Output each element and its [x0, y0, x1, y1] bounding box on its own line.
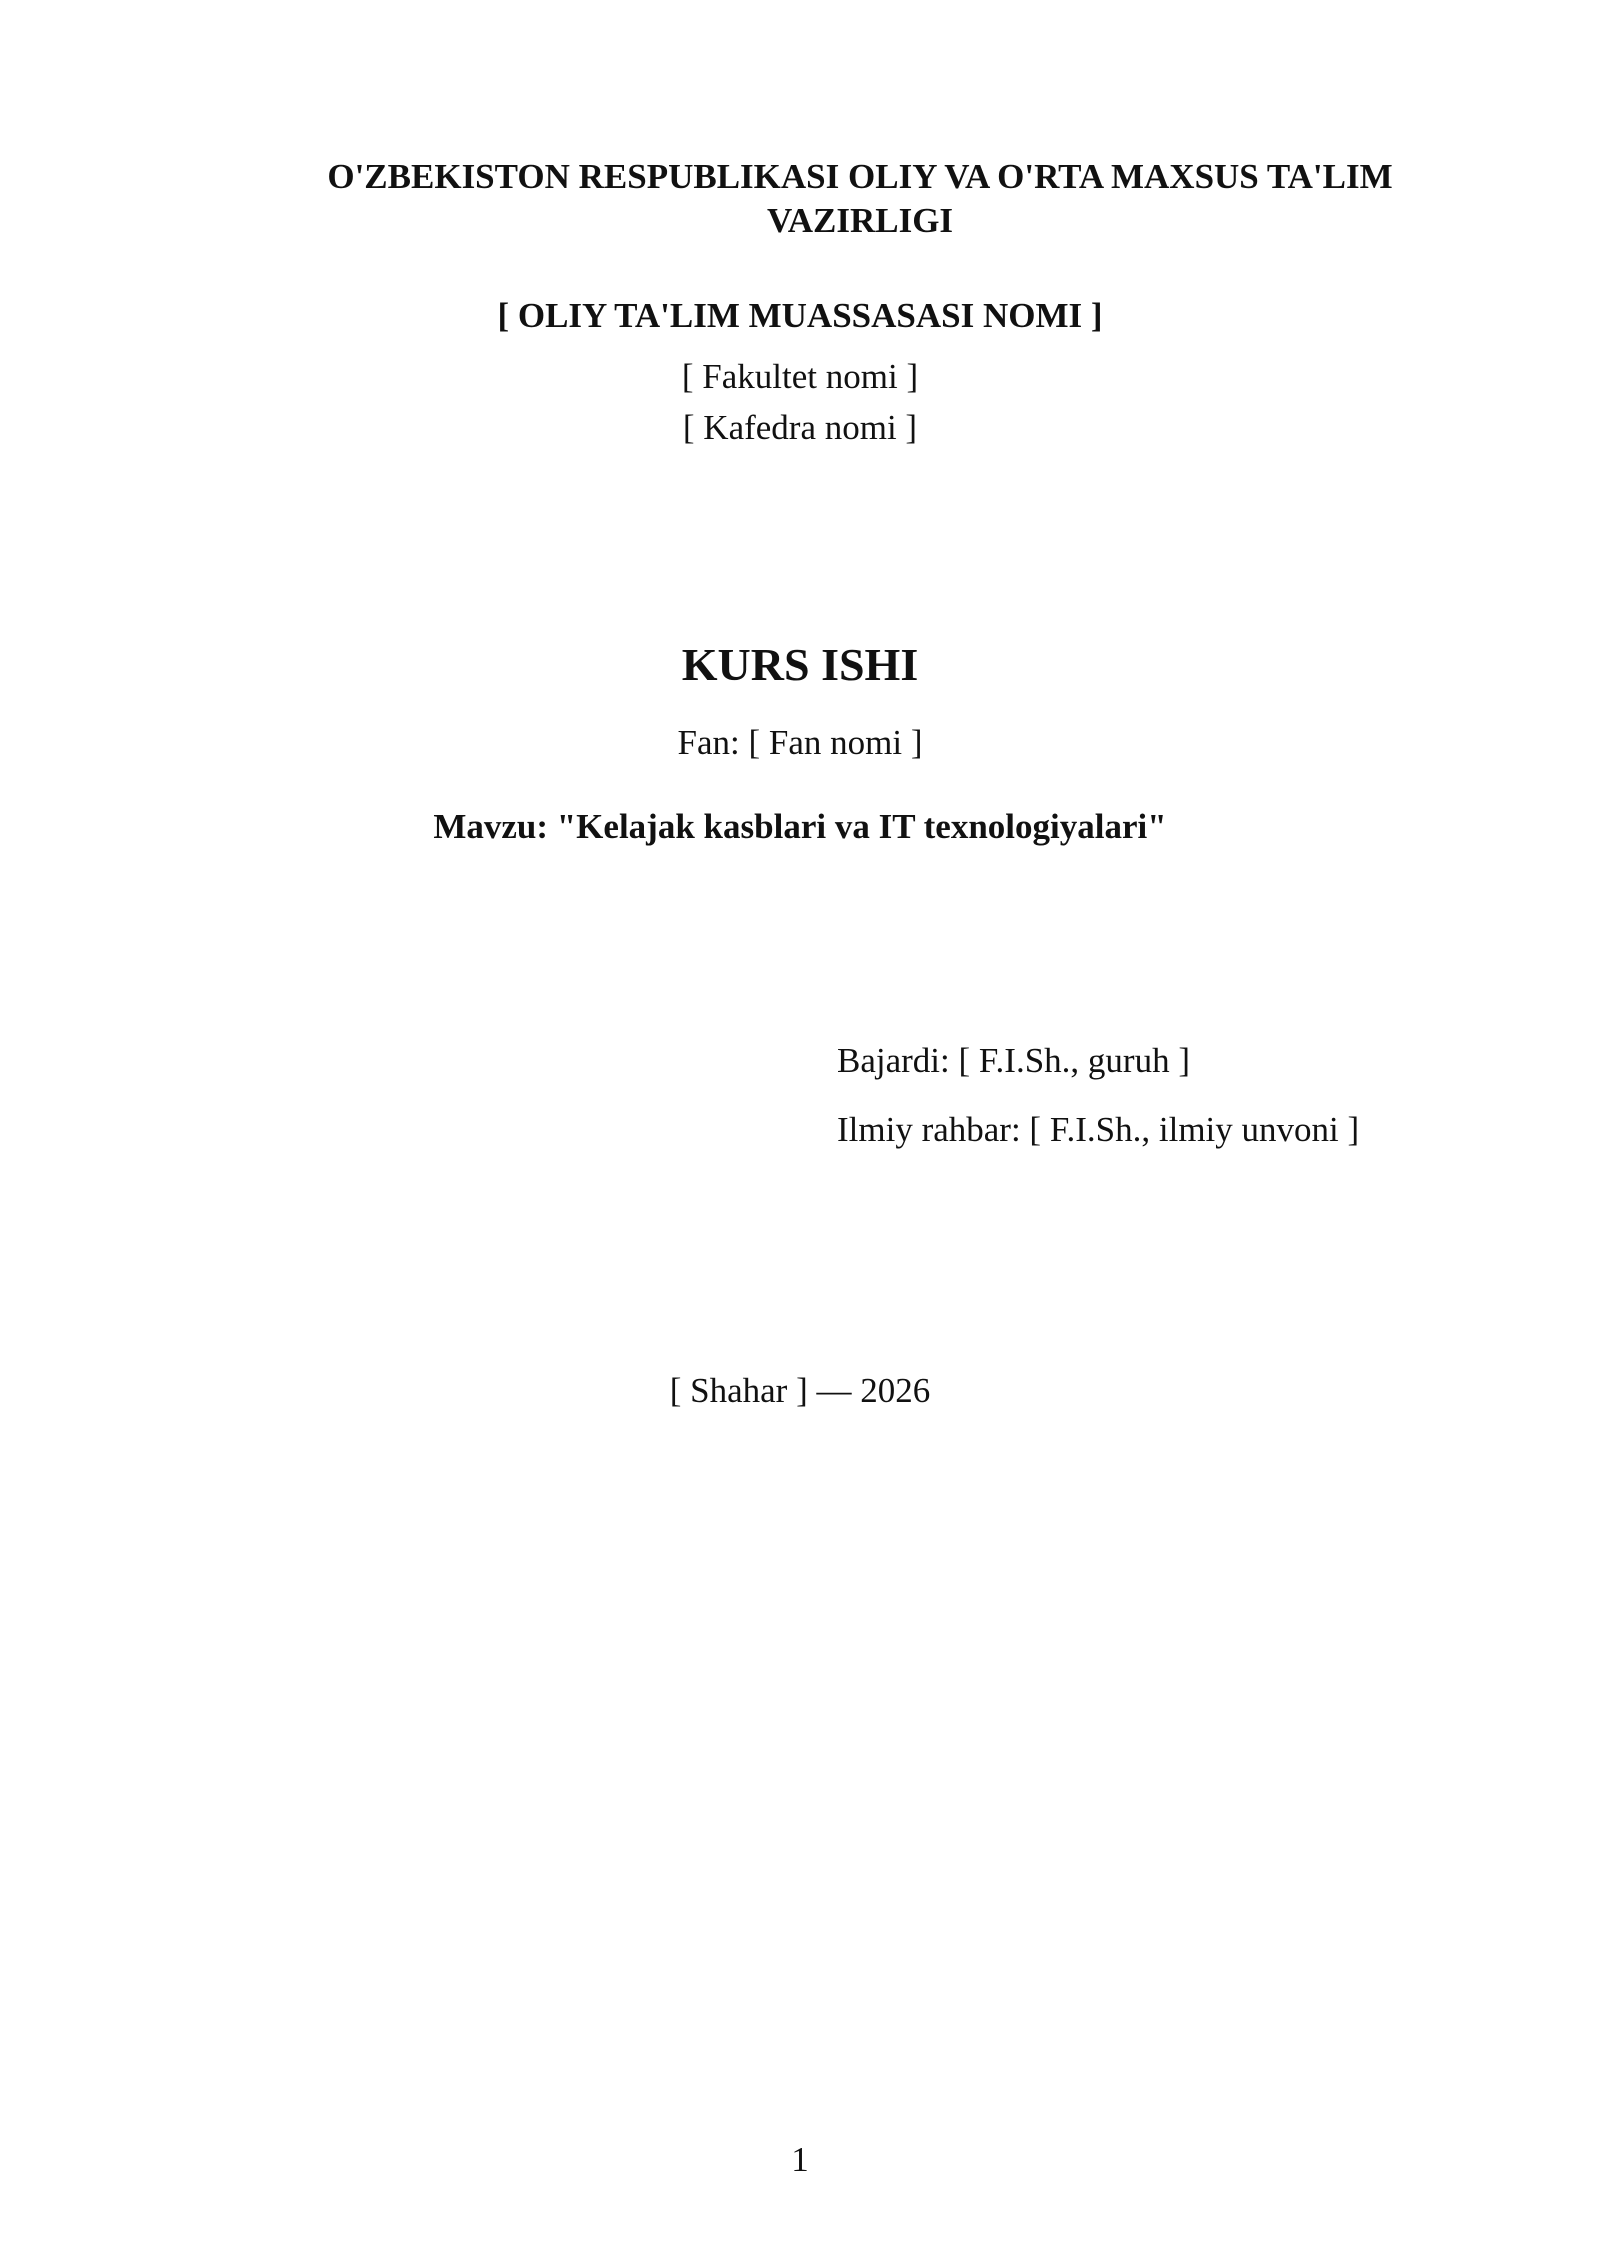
- department-name: [ Kafedra nomi ]: [682, 408, 918, 447]
- ministry-heading: O'ZBEKISTON RESPUBLIKASI OLIY VA O'RTA MAXSUS TA'LIM VAZIRLIGI: [327, 157, 1393, 240]
- topic-line: Mavzu: "Kelajak kasblari va IT texnologiyalari": [433, 807, 1167, 846]
- page-number: 1: [791, 2140, 809, 2179]
- city-year-line: [ Shahar ] — 2026: [669, 1371, 931, 1410]
- supervisor-line: Ilmiy rahbar: [ F.I.Sh., ilmiy unvoni ]: [837, 1110, 1360, 1149]
- document-title: KURS ISHI: [681, 639, 919, 690]
- institution-name: [ OLIY TA'LIM MUASSASASI NOMI ]: [497, 296, 1103, 335]
- subject-line: Fan: [ Fan nomi ]: [677, 723, 923, 762]
- faculty-name: [ Fakultet nomi ]: [681, 357, 919, 396]
- performed-by-line: Bajardi: [ F.I.Sh., guruh ]: [837, 1041, 1190, 1080]
